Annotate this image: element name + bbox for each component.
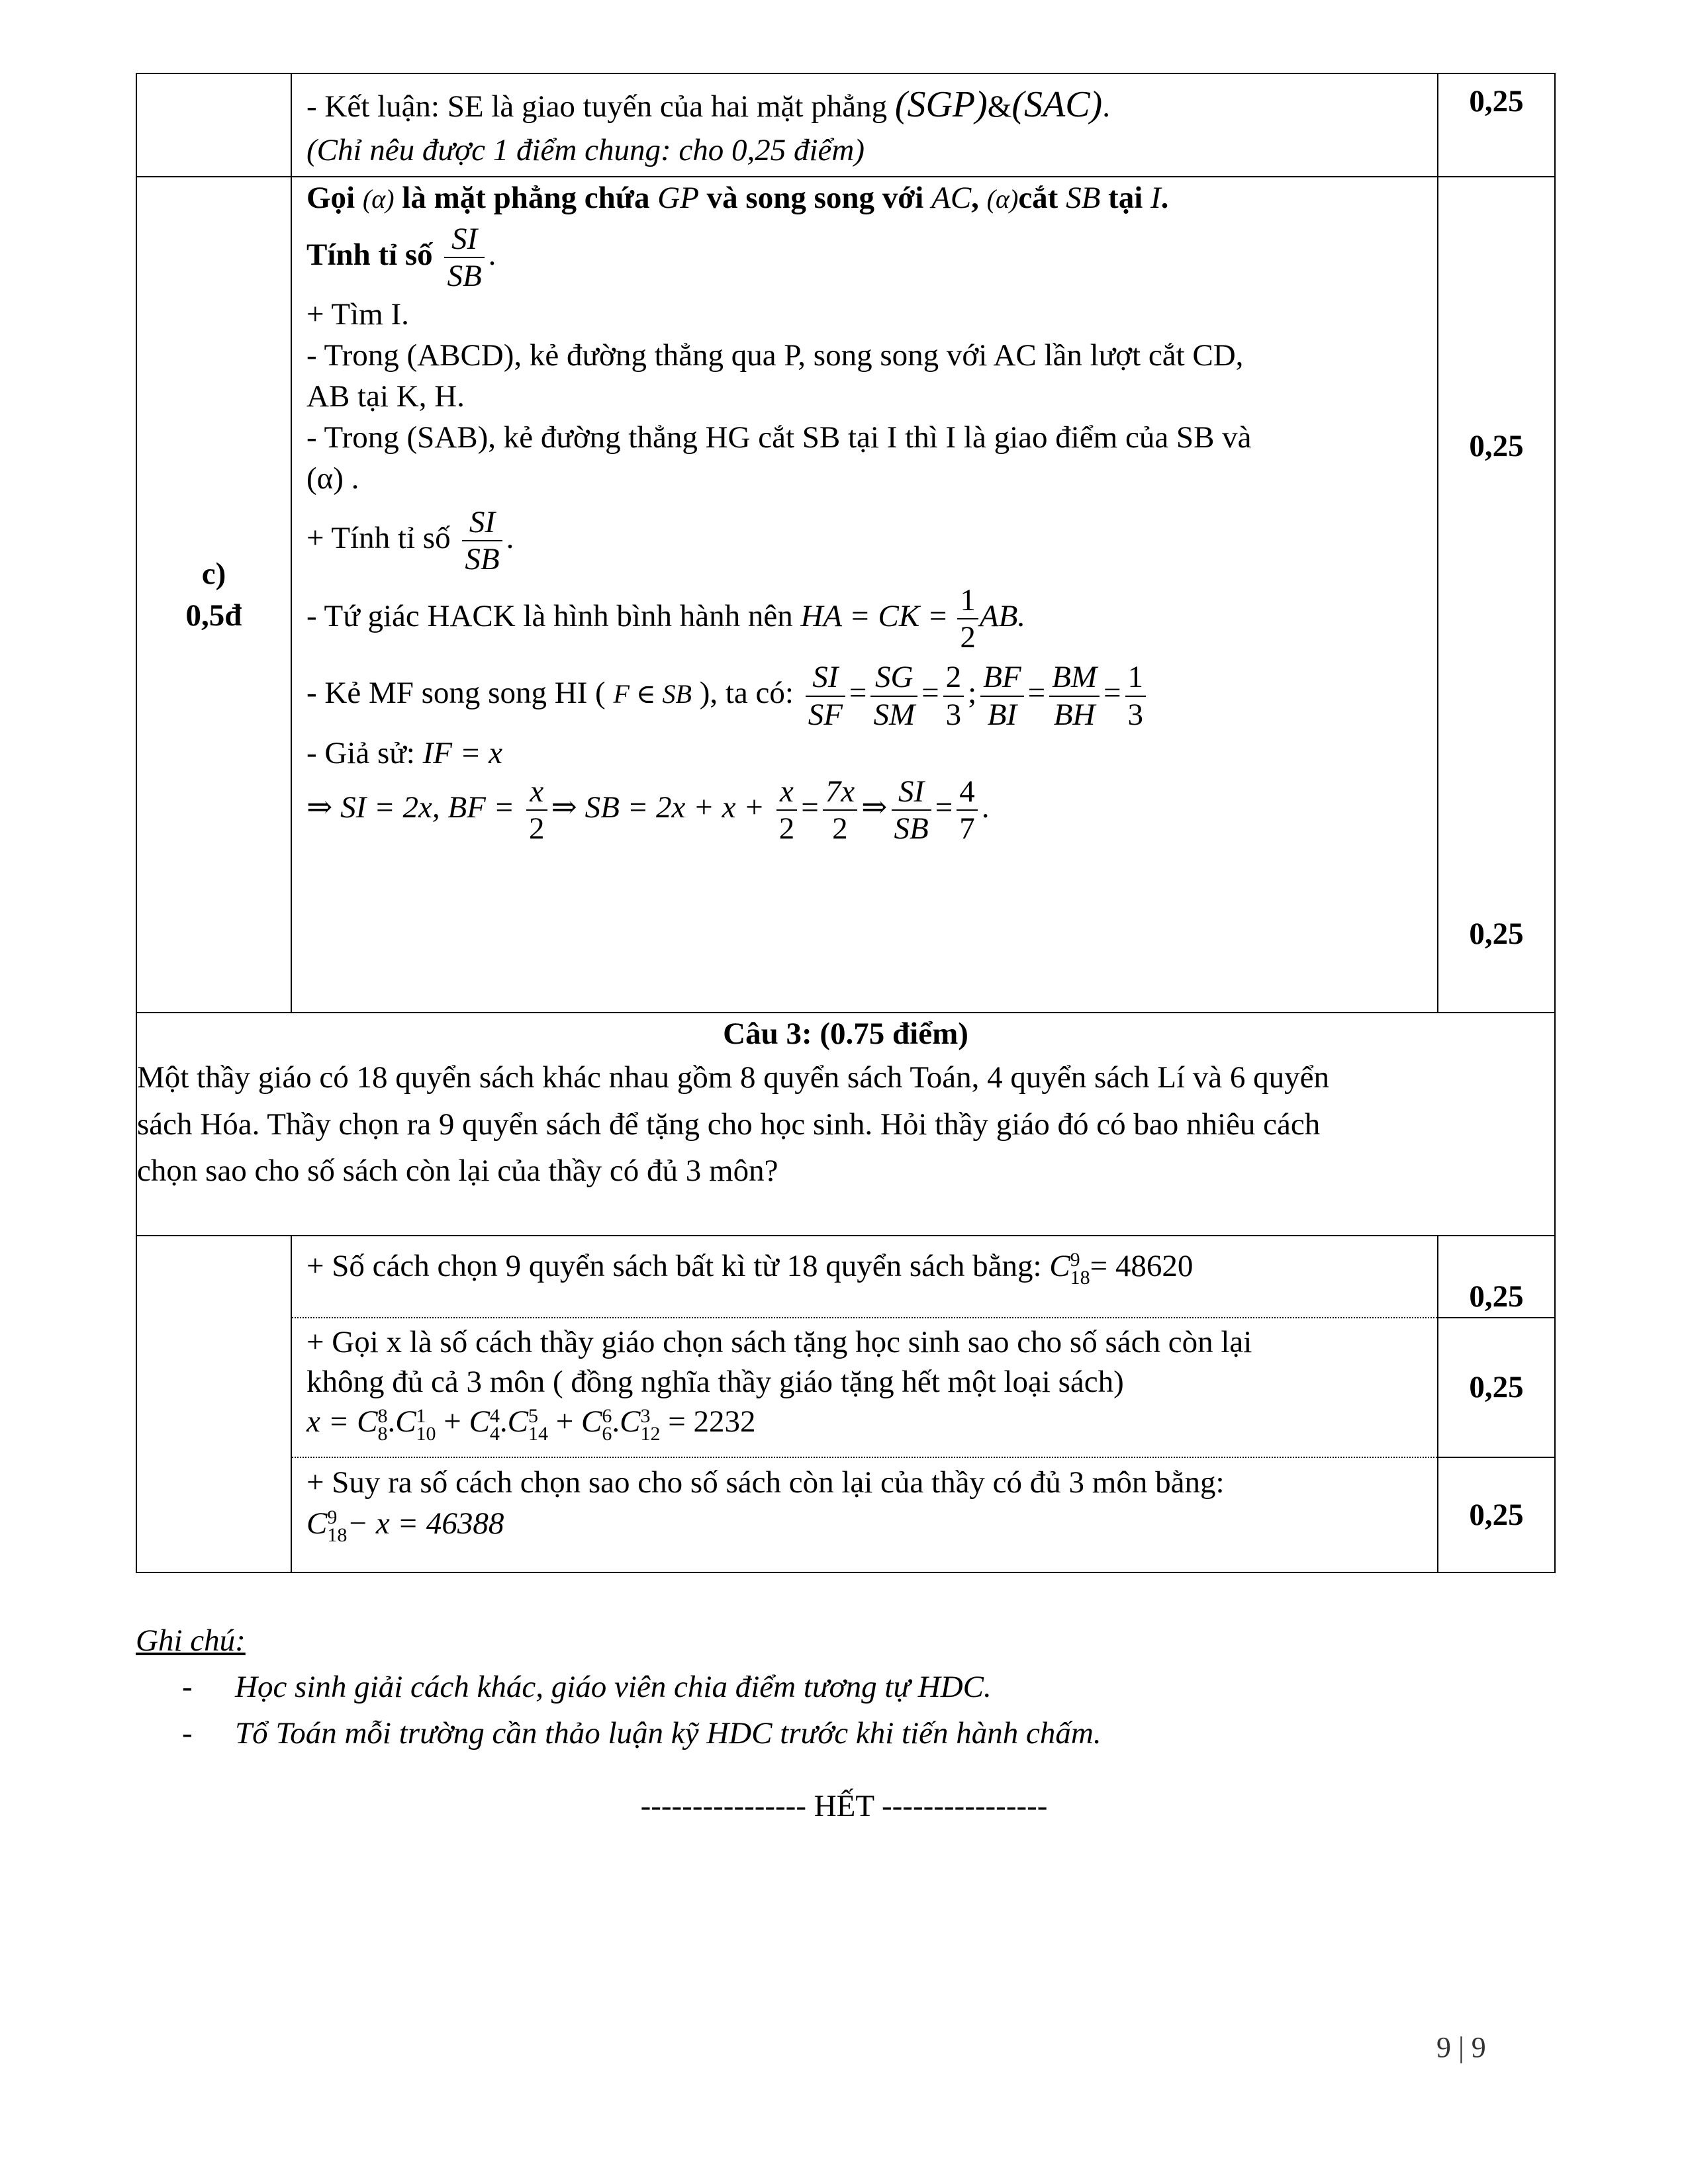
denominator: SB [894,811,929,846]
fraction-one-half [957,582,978,655]
bullet-dash: - [182,1716,193,1751]
step-text: + Số cách chọn 9 quyển sách bất kì từ 18 quyển sách bằng: [306,1249,1042,1283]
step-text: - Giả sử: [306,735,415,770]
step-text: ), ta có: [699,676,794,711]
hack-step [306,582,1428,655]
table-row [136,73,1555,177]
numerator: 2 [943,659,964,696]
denominator: SB [465,542,500,577]
denominator: SF [808,697,843,732]
numerator: SI [462,504,502,541]
note-text: Tổ Toán mỗi trường cần thảo luận kỹ HDC trước khi tiến hành chấm. [235,1716,1102,1751]
table-row [136,1457,1555,1572]
denominator: 7 [959,811,975,846]
segment-gp: GP [657,181,699,215]
subscript: 18 [327,1524,348,1547]
heading-text: và song song với [706,181,924,215]
alpha-plane: (α) [986,184,1019,214]
page-number: 9 | 9 [1436,2031,1486,2064]
step-1-cont: AB tại K, H. [306,379,465,414]
step-text: - Tứ giác HACK là hình bình hành nên [306,599,793,634]
step-text: - Kẻ MF song song HI ( [306,676,606,711]
fraction-si-sf [806,659,845,732]
denominator: 2 [529,811,545,846]
fraction-7x-2 [823,774,857,846]
numerator: x [776,774,798,811]
fraction-x-2 [776,774,798,846]
fraction-sg-sm [870,659,917,732]
denominator: 2 [832,811,848,846]
notes-section [136,1620,1526,1754]
condition: F ∈ SB [613,679,692,709]
grading-table-part2 [136,73,1556,1236]
question-text [137,1054,1554,1195]
notes-title: Ghi chú: [136,1623,246,1658]
score: 0,25 [1469,1497,1524,1532]
note-text: Học sinh giải cách khác, giáo viên chia điểm tương tự HDC. [235,1670,992,1705]
score: 0,25 [1469,84,1524,118]
note-item [136,1666,1526,1707]
part-label-cell [136,177,291,1013]
equation: ⇒ SB = 2x + x + [551,790,765,825]
fraction-x-2 [526,774,547,846]
fraction-bf-bi [980,659,1023,732]
question-3-cell [136,1013,1555,1236]
result-formula [306,1503,1428,1547]
heading-text: là mặt phẳng chứa [402,181,650,215]
step-line: không đủ cả 3 môn ( đồng nghĩa thầy giáo tặng hết một loại sách) [306,1365,1124,1400]
step-text: + Tính tỉ số [306,521,451,556]
c-symbol: C [306,1506,328,1541]
part-cell [136,73,291,177]
formula-x: x = C 8 8 .C 1 10 + C 4 4 .C 5 14 + C 6 6 .C 3 12 = 2232 [306,1404,756,1445]
numerator: SG [870,659,917,696]
score: 0,25 [1469,917,1524,951]
numerator: BF [980,659,1023,696]
plane-sac: (SAC) [1011,84,1103,125]
table-row [136,177,1555,1013]
value: = 48620 [1090,1249,1194,1283]
denominator: SM [873,697,915,732]
fraction-two-thirds [943,659,964,732]
x-label: x = [306,1404,350,1439]
table-row [136,1318,1555,1457]
subscript: 18 [1070,1267,1090,1289]
denominator: SB [447,259,482,294]
denominator: BI [987,697,1017,732]
assume-step [306,733,1428,774]
fraction-4-7 [957,774,978,846]
score-cell [1438,1457,1555,1572]
denominator: 2 [778,811,795,846]
step-2: - Trong (SAB), kẻ đường thẳng HG cắt SB tại I thì I là giao điểm của SB và [306,420,1252,455]
heading-text: tại [1108,181,1143,215]
c-symbol: C [1049,1249,1070,1283]
fraction-si-sb [892,774,931,846]
equation: IF = x [422,735,503,770]
part-cell [136,1236,291,1572]
question-title: Câu 3: (0.75 điểm) [723,1017,968,1051]
equation: ⇒ SI = 2x, BF = [306,790,515,825]
numerator: SI [892,774,931,811]
conclusion-text: - Kết luận: SE là giao tuyến của hai mặt phẳng [306,89,888,124]
question-line: Một thầy giáo có 18 quyển sách khác nhau gồm 8 quyển sách Toán, 4 quyển sách Lí và 6 quyển [137,1060,1329,1095]
numerator: SI [806,659,845,696]
partial-credit-note: (Chỉ nêu được 1 điểm chung: cho 0,25 điểm) [306,132,865,167]
compute-ratio-step: + Tính tỉ số $\frac{SI}{SB}$ . [306,505,514,577]
score: 0,25 [1469,1279,1524,1314]
part-label: c) [201,557,226,592]
value: = 2232 [668,1404,756,1439]
plane-sgp: (SGP) [894,84,988,125]
numerator: 1 [1125,659,1147,696]
find-i-step: + Tìm I. [306,297,409,332]
question-line: chọn sao cho số sách còn lại của thầy có đủ 3 môn? [137,1154,778,1189]
content-cell [291,1318,1438,1457]
step-2-cont: (α) . [306,461,359,496]
heading-text: cắt [1018,181,1058,215]
content-cell [291,1236,1438,1318]
superscript: 9 [327,1506,338,1529]
problem-heading: Gọi (α) là mặt phẳng chứa GP và song song với AC, (α)cắt SB tại I. [306,181,1169,215]
ratio-heading: Tính tỉ số $\frac{SI}{SB}$ . [306,222,496,294]
conclusion-line [306,81,1428,130]
table-row [136,1236,1555,1318]
score-cell [1438,177,1555,1013]
bullet-dash: - [182,1670,193,1705]
content-cell [291,1457,1438,1572]
alpha-plane: (α) [362,184,395,214]
final-step: ⇒ SI = 2x, BF = $\frac{x}{2}$ ⇒ SB = 2x + x + $\frac{x}{2}$ = $\frac{7x}{2}$ ⇒ $\frac{SI}{SB}$ = $\frac{4}{7}$ . [306,774,990,846]
fraction-si-sb [444,221,484,294]
end-marker: ---------------- HẾT ---------------- [640,1789,1048,1823]
segment-ac: AC [931,181,972,215]
score: 0,25 [1469,429,1524,463]
step-line: + Gọi x là số cách thầy giáo chọn sách tặng học sinh sao cho số sách còn lại [306,1325,1252,1359]
fraction-bm-bh [1049,659,1100,732]
equation: HA = CK = [800,599,949,634]
heading-text: Tính tỉ số [306,237,433,272]
numerator: SI [444,221,484,258]
segment-ab: AB. [979,599,1026,634]
numerator: 7x [823,774,857,811]
note-item [136,1713,1526,1754]
part-points: 0,5đ [185,598,242,633]
point-i: I [1150,181,1161,215]
solution-cell [291,177,1438,1013]
ampersand: & [987,89,1012,124]
score: 0,25 [1469,1370,1524,1405]
numerator: BM [1049,659,1100,696]
numerator: x [526,774,547,811]
fraction-si-sb [462,504,502,577]
numerator: 4 [957,774,978,811]
period: . [1102,89,1110,124]
numerator: 1 [957,582,978,619]
denominator: 3 [1127,697,1143,732]
heading-text: Gọi [306,181,355,215]
combination-c-18-9 [1049,1249,1090,1289]
denominator: 2 [960,620,976,655]
value: − x = 46388 [347,1506,504,1541]
mf-step: - Kẻ MF song song HI ( F ∈ SB ), ta có: $\frac{SI}{SF}$ = $\frac{SG}{SM}$ = $\frac{2}{3}$ ; $\frac{BF}{BI}$ = $\frac{BM}{BH}$ = $\frac{1}{3}$ [306,659,1428,732]
denominator: 3 [945,697,962,732]
fraction-one-third [1125,659,1147,732]
score-cell [1438,1236,1555,1318]
question-line: sách Hóa. Thầy chọn ra 9 quyển sách để tặng cho học sinh. Hỏi thầy giáo đó có bao nhiêu cách [137,1107,1321,1142]
score-cell [1438,73,1555,177]
denominator: BH [1053,697,1096,732]
superscript: 9 [1070,1249,1080,1271]
line-sb: SB [1066,181,1101,215]
step-line: + Suy ra số cách chọn sao cho số sách còn lại của thầy có đủ 3 môn bằng: [306,1465,1225,1500]
question-row [136,1013,1555,1236]
step-1: - Trong (ABCD), kẻ đường thẳng qua P, song song với AC lần lượt cắt CD, [306,338,1244,373]
score-cell [1438,1318,1555,1457]
content-cell [291,73,1438,177]
grading-table-question3 [136,1235,1556,1573]
